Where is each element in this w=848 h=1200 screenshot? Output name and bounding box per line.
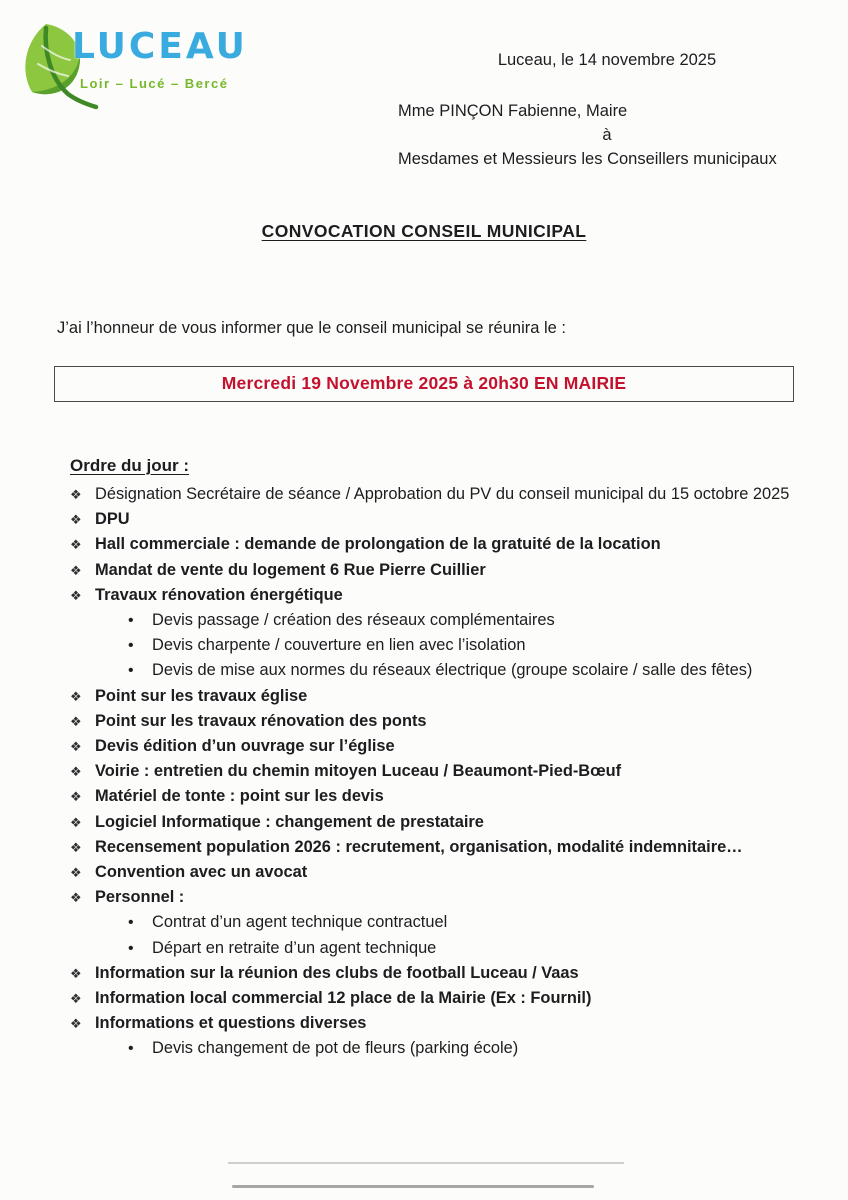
diamond-bullet-icon: ❖: [70, 512, 82, 528]
meeting-banner-text: Mercredi 19 Novembre 2025 à 20h30 EN MAIRIE: [221, 373, 627, 393]
agenda-item-text: Informations et questions diverses: [95, 1014, 367, 1033]
dot-bullet-icon: •: [128, 637, 134, 655]
agenda-item: [70, 507, 822, 532]
document-title: CONVOCATION CONSEIL MUNICIPAL: [261, 221, 587, 241]
meeting-banner: [54, 366, 794, 402]
logo-wordmark: LUCEAU: [72, 26, 248, 67]
diamond-bullet-icon: ❖: [70, 537, 82, 553]
diamond-bullet-icon: ❖: [70, 1016, 82, 1032]
agenda-item: [70, 860, 822, 885]
diamond-bullet-icon: ❖: [70, 865, 82, 881]
agenda-item: [70, 482, 822, 507]
agenda-sub-item: [70, 608, 822, 633]
diamond-bullet-icon: ❖: [70, 739, 82, 755]
agenda-list: [70, 482, 822, 1062]
agenda-item-text: Désignation Secrétaire de séance / Approbation du PV du conseil municipal du 15 octobre 2025: [95, 485, 790, 503]
agenda-item-text: Point sur les travaux rénovation des ponts: [95, 711, 427, 730]
diamond-bullet-icon: ❖: [70, 839, 82, 855]
agenda-item-text: Information local commercial 12 place de la Mairie (Ex : Fournil): [95, 989, 592, 1008]
diamond-bullet-icon: ❖: [70, 487, 82, 502]
agenda-item: [70, 709, 822, 734]
recipients-line: Mesdames et Messieurs les Conseillers municipaux: [398, 150, 777, 168]
agenda-item-text: Matériel de tonte : point sur les devis: [95, 787, 384, 806]
agenda-item: [70, 1011, 822, 1036]
agenda-item: [70, 784, 822, 809]
agenda-item: [70, 734, 822, 759]
agenda-item-text: Travaux rénovation énergétique: [95, 585, 343, 604]
agenda-item: [70, 810, 822, 835]
dot-bullet-icon: •: [128, 662, 134, 680]
to-line: à: [602, 126, 612, 144]
agenda-sub-text: Devis passage / création des réseaux complémentaires: [152, 611, 555, 630]
dot-bullet-icon: •: [128, 914, 134, 932]
agenda-item-text: Recensement population 2026 : recrutement, organisation, modalité indemnitaire…: [95, 837, 743, 856]
diamond-bullet-icon: ❖: [70, 814, 82, 830]
agenda-sub-text: Contrat d’un agent technique contractuel: [152, 913, 448, 932]
agenda-item: [70, 684, 822, 709]
agenda-sub-item: [70, 633, 822, 658]
agenda-sub-item: [70, 936, 822, 961]
agenda-sub-text: Devis de mise aux normes du réseaux électrique (groupe scolaire / salle des fêtes): [152, 661, 753, 680]
agenda-sub-item: [70, 658, 822, 683]
dot-bullet-icon: •: [128, 1040, 134, 1058]
agenda-item: [70, 986, 822, 1011]
diamond-bullet-icon: ❖: [70, 991, 82, 1007]
luceau-logo: [16, 20, 246, 115]
agenda-item-text: Logiciel Informatique : changement de prestataire: [95, 812, 484, 831]
diamond-bullet-icon: ❖: [70, 587, 82, 603]
agenda-item: [70, 759, 822, 784]
place-date-line: Luceau, le 14 novembre 2025: [497, 51, 717, 69]
dot-bullet-icon: •: [128, 612, 134, 630]
agenda-item-text: Personnel :: [95, 888, 185, 907]
agenda-item-text: Hall commerciale : demande de prolongation de la gratuité de la location: [95, 535, 661, 554]
logo-tagline: Loir – Lucé – Bercé: [80, 76, 229, 91]
scan-artifact-line: [228, 1162, 624, 1164]
agenda-sub-item: [70, 1036, 822, 1061]
agenda-item-text: Information sur la réunion des clubs de football Luceau / Vaas: [95, 963, 579, 982]
sender-line: Mme PINÇON Fabienne, Maire: [398, 102, 628, 120]
agenda-heading: Ordre du jour :: [70, 456, 189, 475]
diamond-bullet-icon: ❖: [70, 789, 82, 805]
agenda-item: [70, 532, 822, 557]
dot-bullet-icon: •: [128, 939, 134, 957]
agenda-item-text: Devis édition d’un ouvrage sur l’église: [95, 737, 395, 756]
agenda-sub-item: [70, 910, 822, 935]
agenda-item-text: Mandat de vente du logement 6 Rue Pierre Cuillier: [95, 560, 486, 579]
agenda-item-text: Voirie : entretien du chemin mitoyen Luceau / Beaumont-Pied-Bœuf: [95, 762, 622, 781]
agenda-item: [70, 961, 822, 986]
header-block: [398, 48, 816, 171]
diamond-bullet-icon: ❖: [70, 562, 82, 578]
agenda-item-text: DPU: [95, 510, 130, 529]
diamond-bullet-icon: ❖: [70, 764, 82, 780]
agenda-item: [70, 558, 822, 583]
agenda-sub-text: Départ en retraite d’un agent technique: [152, 938, 437, 957]
agenda-item-text: Convention avec un avocat: [95, 863, 308, 882]
diamond-bullet-icon: ❖: [70, 713, 82, 729]
diamond-bullet-icon: ❖: [70, 965, 82, 981]
agenda-item-text: Point sur les travaux église: [95, 686, 308, 705]
scan-artifact-line: [232, 1185, 594, 1188]
agenda-sub-text: Devis changement de pot de fleurs (parking école): [152, 1039, 519, 1058]
intro-paragraph: J’ai l’honneur de vous informer que le conseil municipal se réunira le :: [57, 319, 567, 337]
diamond-bullet-icon: ❖: [70, 688, 82, 704]
agenda-item: [70, 835, 822, 860]
agenda-item: [70, 885, 822, 910]
agenda-item: [70, 583, 822, 608]
diamond-bullet-icon: ❖: [70, 890, 82, 906]
agenda-sub-text: Devis charpente / couverture en lien avec l’isolation: [152, 636, 526, 655]
